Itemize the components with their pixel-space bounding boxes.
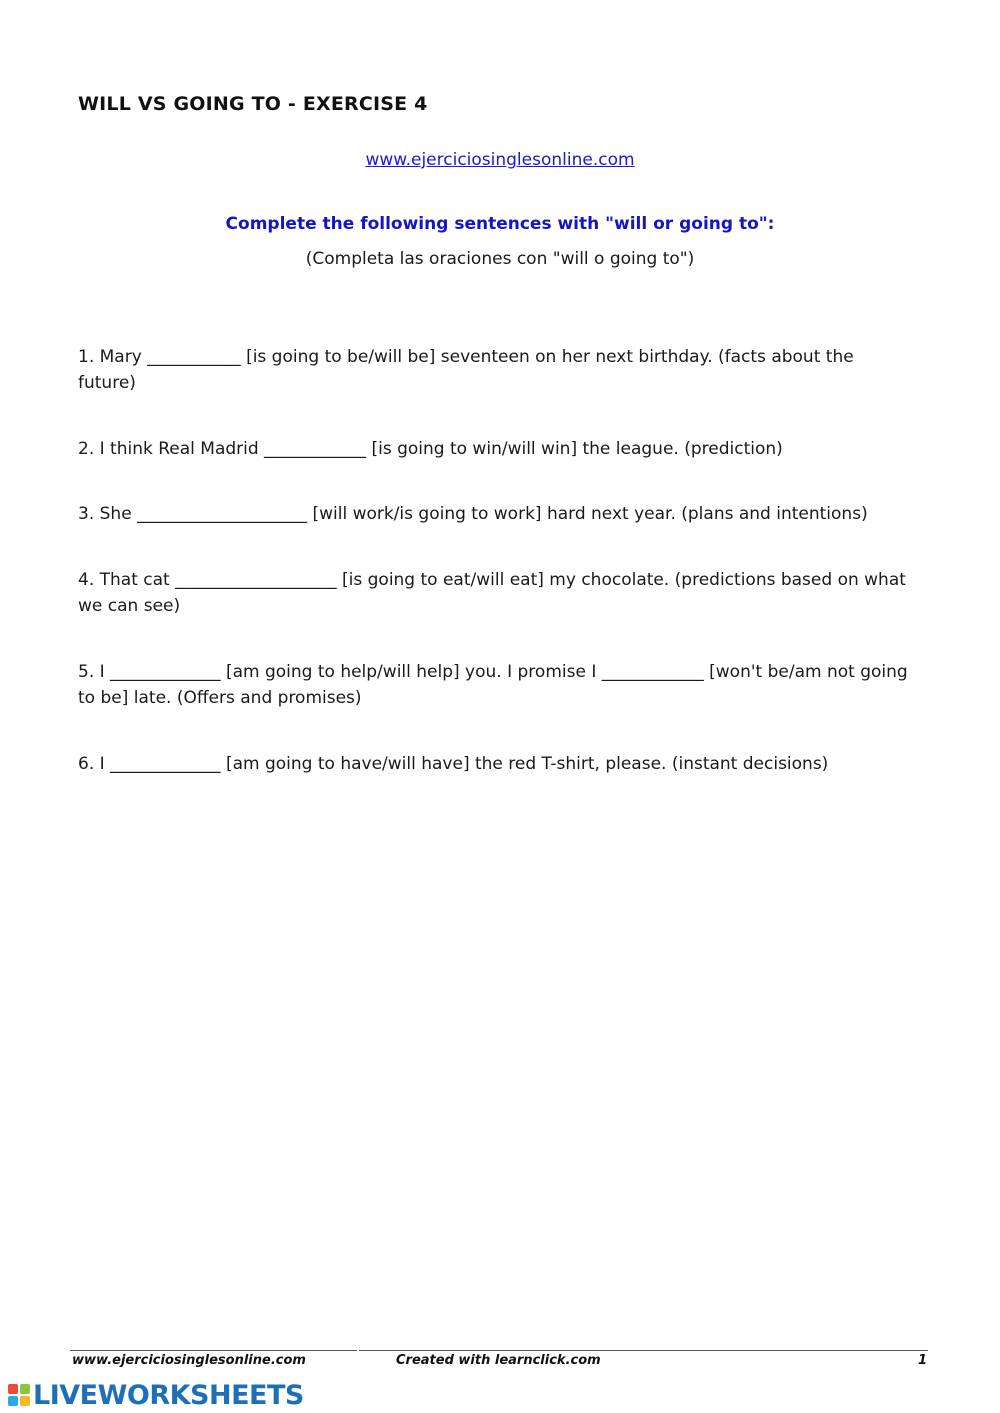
footer-divider-right (359, 1350, 928, 1351)
page-title: WILL VS GOING TO - EXERCISE 4 (78, 93, 428, 115)
instruction-heading: Complete the following sentences with "will or going to": (225, 214, 775, 234)
question-3: 3. She ____________________ [will work/is going to work] hard next year. (plans and intentions) (78, 504, 868, 524)
question-5: 5. I _____________ [am going to help/will help] you. I promise I ____________ [won't be/am not going to be] late. (Offers and promises) (78, 662, 908, 708)
liveworksheets-grid-icon (8, 1384, 30, 1406)
logo-text: LIVEWORKSHEETS (33, 1379, 304, 1411)
question-6: 6. I _____________ [am going to have/will have] the red T-shirt, please. (instant decisions) (78, 754, 829, 774)
footer-credit: Created with learnclick.com (396, 1353, 601, 1368)
question-4: 4. That cat ___________________ [is going to eat/will eat] my chocolate. (predictions based on what we can see) (78, 570, 906, 616)
footer-website: www.ejerciciosinglesonline.com (72, 1353, 306, 1368)
footer-page-number: 1 (918, 1353, 928, 1368)
question-2: 2. I think Real Madrid ____________ [is going to win/will win] the league. (prediction) (78, 439, 783, 459)
liveworksheets-logo[interactable] (8, 1380, 304, 1410)
question-1: 1. Mary ___________ [is going to be/will be] seventeen on her next birthday. (facts about the future) (78, 347, 854, 393)
website-link[interactable]: www.ejerciciosinglesonline.com (365, 150, 635, 170)
instruction-translation: (Completa las oraciones con "will o going to") (305, 249, 695, 269)
footer-divider-left (70, 1350, 357, 1351)
